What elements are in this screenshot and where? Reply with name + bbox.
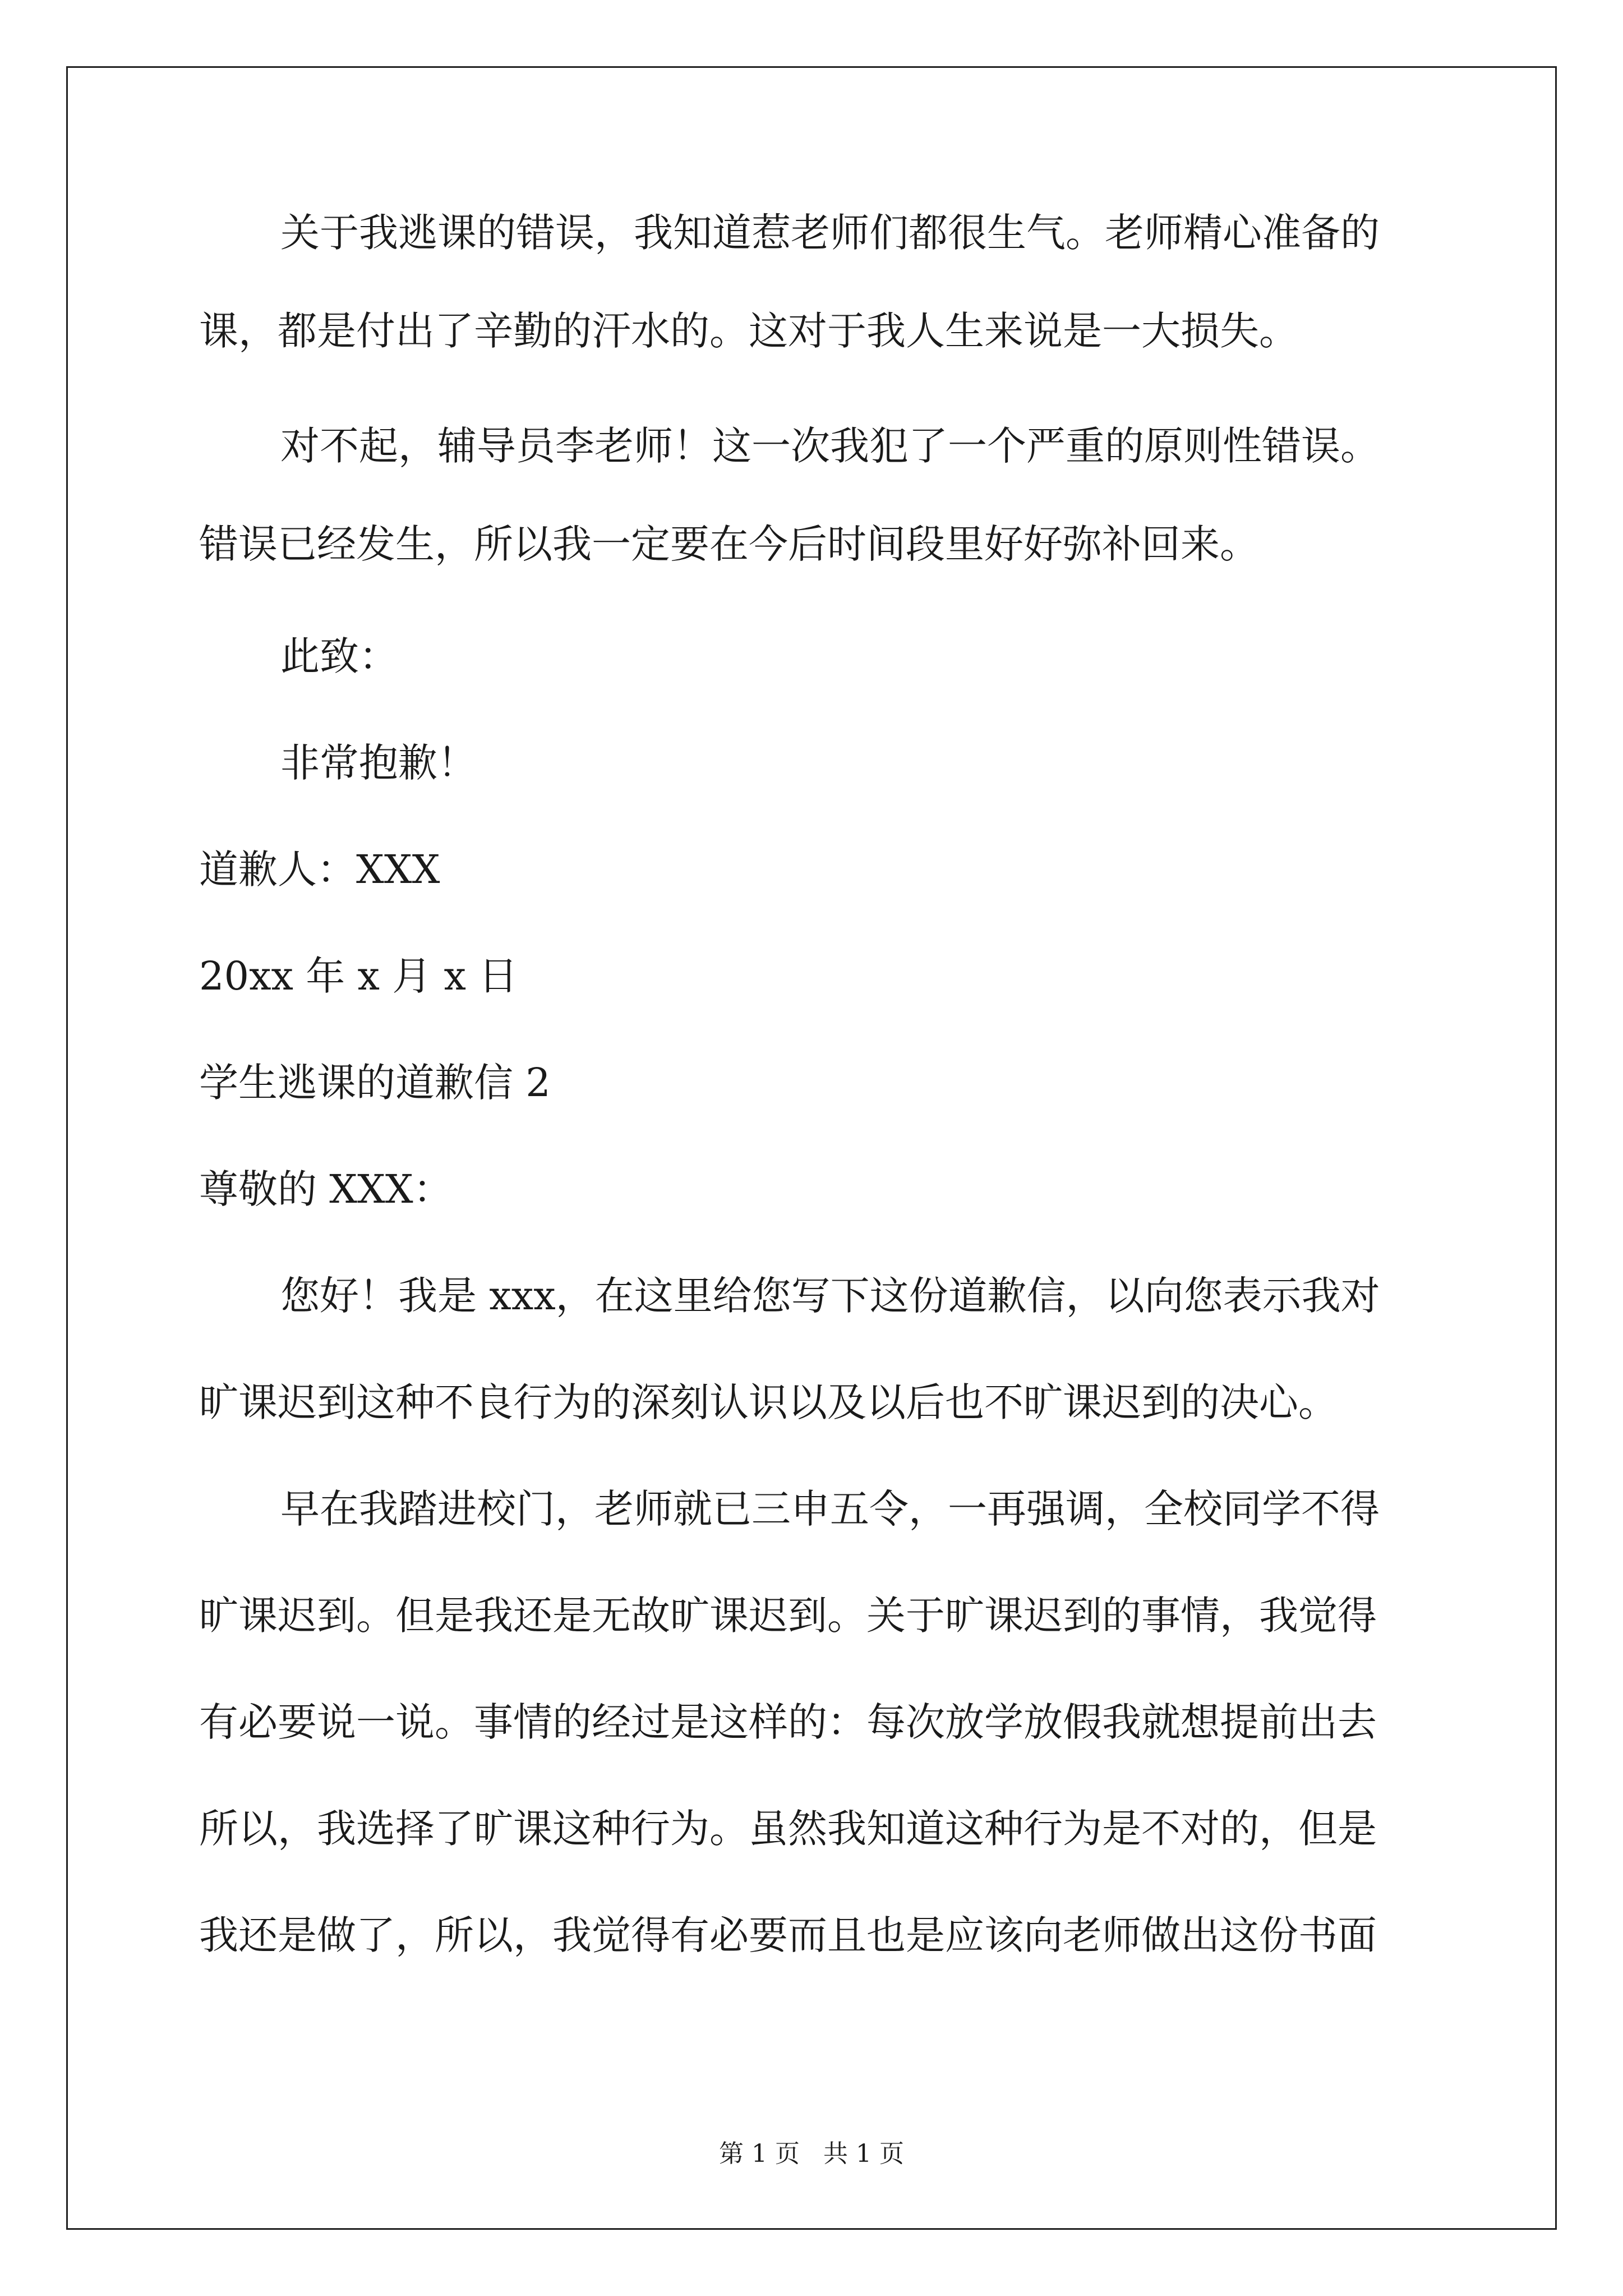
- paragraph-line: 我还是做了，所以，我觉得有必要而且也是应该向老师做出这份书面: [199, 1912, 1377, 1958]
- paragraph-line: 旷课迟到这种不良行为的深刻认识以及以后也不旷课迟到的决心。: [199, 1379, 1338, 1425]
- page-footer: 第 1 页 共 1 页: [719, 2139, 904, 2168]
- closing-line: 此致：: [280, 633, 398, 679]
- signature-line: 道歉人：XXX: [199, 846, 440, 892]
- page-border: [66, 66, 1557, 2230]
- paragraph-line: 课，都是付出了辛勤的汗水的。这对于我人生来说是一大损失。: [199, 308, 1298, 354]
- paragraph-line: 所以，我选择了旷课这种行为。虽然我知道这种行为是不对的，但是: [199, 1806, 1377, 1852]
- regards-line: 非常抱歉！: [280, 740, 477, 786]
- paragraph-line: 早在我踏进校门，老师就已三申五令，一再强调，全校同学不得: [280, 1486, 1380, 1532]
- paragraph-line: 错误已经发生，所以我一定要在今后时间段里好好弥补回来。: [199, 521, 1259, 567]
- paragraph-line: 您好！我是 xxx，在这里给您写下这份道歉信，以向您表示我对: [280, 1273, 1380, 1319]
- section-title: 学生逃课的道歉信 2: [199, 1060, 551, 1106]
- paragraph-line: 有必要说一说。事情的经过是这样的：每次放学放假我就想提前出去: [199, 1699, 1377, 1745]
- salutation-line: 尊敬的 XXX：: [199, 1166, 453, 1212]
- paragraph-line: 关于我逃课的错误，我知道惹老师们都很生气。老师精心准备的: [280, 210, 1380, 256]
- date-line: 20xx 年 x 月 x 日: [199, 953, 518, 999]
- paragraph-line: 对不起，辅导员李老师！这一次我犯了一个严重的原则性错误。: [280, 423, 1380, 469]
- paragraph-line: 旷课迟到。但是我还是无故旷课迟到。关于旷课迟到的事情，我觉得: [199, 1593, 1377, 1639]
